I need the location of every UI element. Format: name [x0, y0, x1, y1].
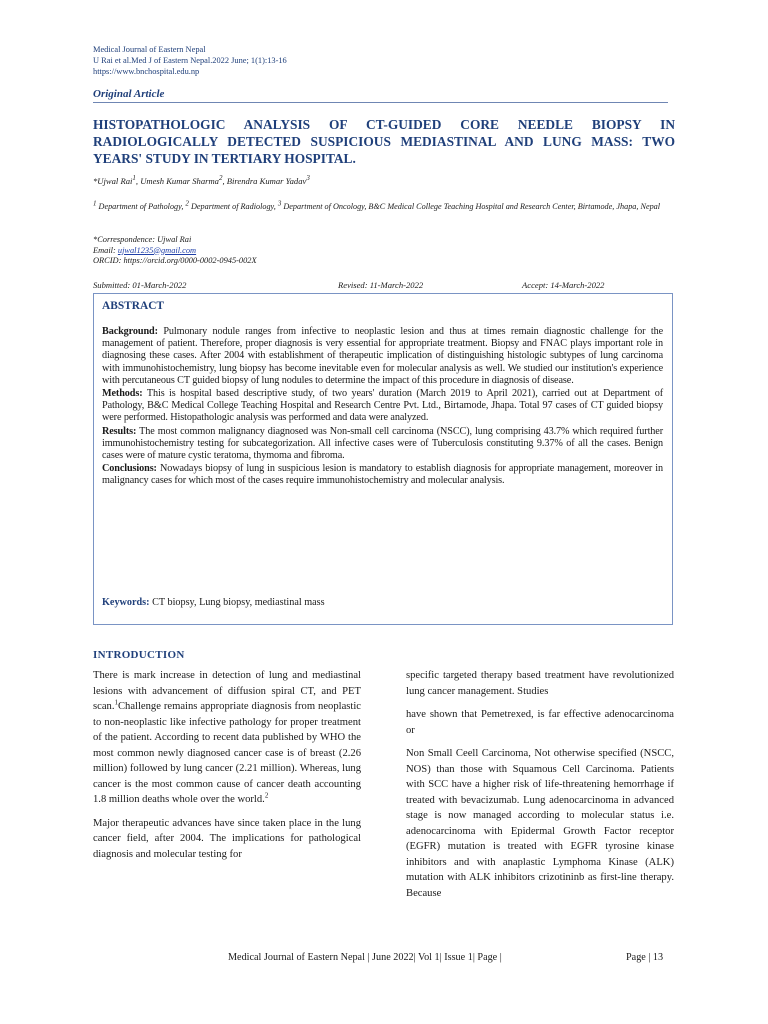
affil-sup: 1	[93, 199, 97, 208]
author-sup: 3	[306, 174, 310, 183]
page-number: Page | 13	[626, 952, 664, 963]
intro-paragraph: Major therapeutic advances have since taken place in the lung cancer field, after 2004. The implications for pathological diagnosis and molecular testing for	[93, 817, 361, 860]
email-label: Email:	[93, 245, 116, 255]
background-text: Pulmonary nodule ranges from infective to neoplastic lesion and thus at times remain diagnostic challenge for the management of patient. Therefore, proper diagnosis is very essential for appropriate treatment. Biopsy and FNAC plays important role in diagnosing these cases. After 2004 with establishment of therapeutic implication of distinguishing histologic subtypes of lung carcinoma with immunohistochemistry, lung biopsy has become inevitable even for molecular analysis as well. We studied our institution's experience with percutaneous CT guided biopsy of lung nodules to determine the impact of this procedure in diagnosis of disease.	[102, 326, 663, 386]
conclusions-label: Conclusions:	[102, 463, 157, 475]
abstract-background	[102, 326, 663, 387]
abstract-body	[102, 326, 663, 489]
abstract-conclusions	[102, 463, 663, 487]
citation-sup: 2	[264, 791, 269, 800]
conclusions-text: Nowadays biopsy of lung in suspicious lesion is mandatory to establish diagnosis for appropriate management, moreover in malignancy cases for which most of the cases require immunohistochemistry and molecular analysis.	[102, 463, 663, 487]
keywords-label: Keywords:	[102, 597, 150, 608]
intro-paragraph	[93, 668, 361, 808]
journal-name: Medical Journal of Eastern Nepal	[93, 45, 206, 54]
orcid-line: ORCID: https://orcid.org/0000-0002-0945-002X	[93, 256, 257, 265]
submitted-date: Submitted: 01-March-2022	[93, 280, 187, 290]
page-footer: Medical Journal of Eastern Nepal | June 2022| Vol 1| Issue 1| Page |	[228, 952, 502, 963]
methods-text: This is hospital based descriptive study, of two years' duration (March 2019 to April 2021), carried out at Department of Pathology, B&C Medical College Teaching Hospital and Research Centre Pvt. Ltd., Birtamode, Jhapa. Total 97 cases of CT guided biopsy were performed. Histopathologic analysis was performed and data were analyzed.	[102, 388, 664, 424]
journal-url[interactable]: https://www.bnchospital.edu.np	[93, 67, 200, 76]
correspondence	[93, 235, 257, 267]
affiliation-1: Department of Pathology,	[98, 202, 184, 211]
author-sup: 2	[218, 174, 223, 183]
affil-sup: 2	[185, 199, 189, 208]
email-link[interactable]: ujwal1235@gmail.com	[117, 245, 197, 255]
author-sup: 1	[132, 174, 136, 183]
article-title: HISTOPATHOLOGIC ANALYSIS OF CT-GUIDED CORE NEEDLE BIOPSY IN RADIOLOGICALLY DETECTED SUSPICIOUS MEDIASTINAL AND LUNG MASS: TWO YEARS' STUDY IN TERTIARY HOSPITAL.	[93, 117, 675, 166]
citation-sup: 1	[114, 698, 118, 707]
author-name: Birendra Kumar Yadav	[226, 176, 307, 186]
intro-paragraph: specific targeted therapy based treatment have revolutionized lung cancer management. Studies	[406, 670, 674, 697]
header-divider	[93, 102, 668, 103]
affiliation-2: Department of Radiology,	[190, 202, 276, 211]
right-column	[406, 668, 674, 909]
citation: U Rai et al.Med J of Eastern Nepal.2022 June; 1(1):13-16	[93, 56, 287, 65]
email-line	[93, 246, 257, 257]
abstract-heading: ABSTRACT	[102, 300, 165, 312]
author-name: *Ujwal Rai	[93, 176, 133, 186]
journal-header	[93, 44, 287, 77]
background-label: Background:	[102, 326, 158, 337]
affil-sup: 3	[277, 199, 282, 208]
intro-text: There is mark increase in detection of lung and mediastinal lesions with advancement of diffusion spiral CT, and PET scan.	[93, 670, 361, 712]
author-list: *Ujwal Rai$^1$, Umesh Kumar Sharma$^2$, Birendra Kumar Yadav$^3$	[93, 174, 310, 186]
revised-date: Revised: 11-March-2022	[338, 280, 424, 290]
keywords	[102, 597, 325, 608]
introduction-heading: INTRODUCTION	[93, 649, 185, 661]
intro-text: Challenge remains appropriate diagnosis from neoplastic to non-neoplastic like infective pathology for proper treatment of the patient. According to recent data published by WHO the most common newly diagnosed cancer case is of breast (2.26 million) followed by lung cancer (2.21 million). Whereas, lung cancer is the most common cause of cancer death accounting 1.8 million deaths whole over the world.	[93, 701, 361, 805]
article-type: Original Article	[93, 88, 165, 100]
affiliations	[93, 201, 678, 212]
results-label: Results:	[102, 425, 137, 437]
accepted-date: Accept: 14-March-2022	[522, 280, 605, 290]
abstract-methods	[102, 388, 663, 425]
intro-paragraph: have shown that Pemetrexed, is far effective adenocarcinoma or	[406, 709, 674, 736]
left-column	[93, 668, 361, 870]
intro-paragraph: Non Small Ceell Carcinoma, Not otherwise specified (NSCC, NOS) than those with Squamous Cell Carcinoma. Patients with SCC have a higher risk of life-threatening hemorrhage if treated with bevacizumab. Lung adenocarcinoma in advanced stage is now managed according to molecular status i.e. adenocarcinoma with Epidermal Growth Factor receptor (EGFR) mutation is treated with EGFR tyrosine kinase inhibitors and with anaplastic Lymphoma Kinase (ALK) mutation with ALK inhibitors crizotininb as first-line therapy. Because	[406, 748, 674, 899]
results-text: The most common malignancy diagnosed was Non-small cell carcinoma (NSCC), lung comprising 43.7% which required further immunohistochemistry testing for subcategorization. All infective cases were of Tuberculosis constituting 9.37% of all the cases. Benign cases were of mature cystic teratoma, thymoma and fibroma.	[102, 425, 664, 462]
affiliation-3: Department of Oncology, B&C Medical College Teaching Hospital and Research Center, Birtamode, Jhapa, Nepal	[283, 202, 661, 211]
abstract-results	[102, 426, 663, 463]
author-name: Umesh Kumar Sharma	[140, 176, 219, 186]
methods-label: Methods:	[102, 388, 143, 400]
keywords-text: CT biopsy, Lung biopsy, mediastinal mass	[152, 597, 325, 608]
correspondence-line: *Correspondence: Ujwal Rai	[93, 235, 192, 244]
